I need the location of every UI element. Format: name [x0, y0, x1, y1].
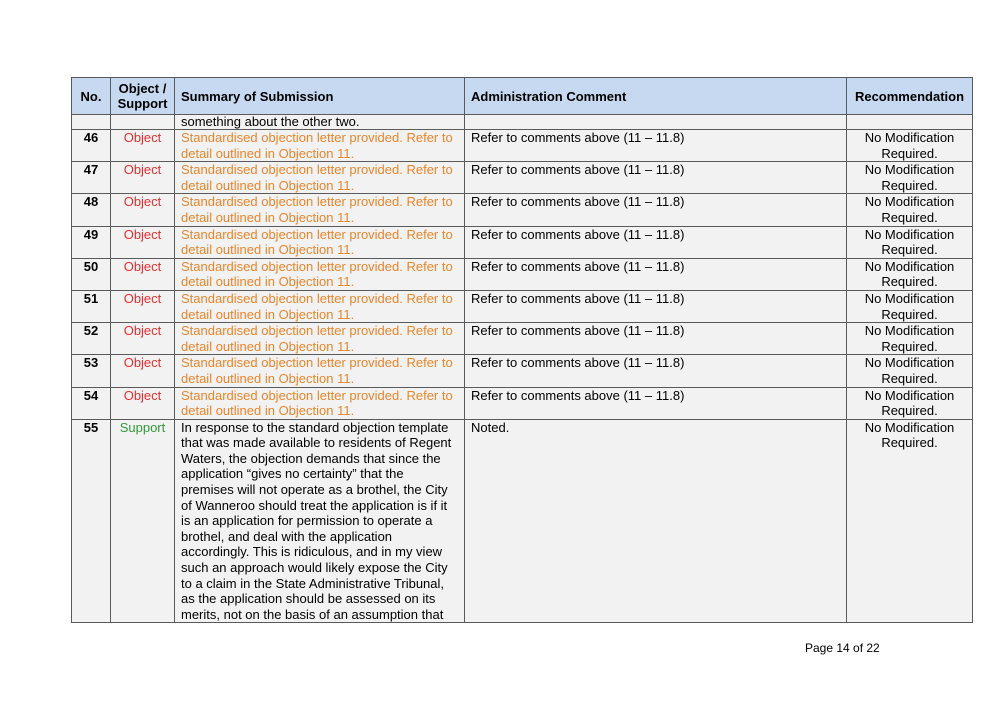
table-row [72, 258, 973, 290]
row-number: 52 [72, 323, 111, 355]
row-comment: Refer to comments above (11 – 11.8) [465, 387, 847, 419]
row-number: 48 [72, 194, 111, 226]
table-row [72, 194, 973, 226]
table-row [72, 419, 973, 623]
row-number: 46 [72, 130, 111, 162]
table-row [72, 323, 973, 355]
row-recommendation: No Modification Required. [847, 355, 973, 387]
header-admin-comment: Administration Comment [465, 78, 847, 115]
row-summary: Standardised objection letter provided. Refer to detail outlined in Objection 11. [175, 387, 465, 419]
submissions-table [71, 77, 973, 623]
row-number: 53 [72, 355, 111, 387]
row-summary: Standardised objection letter provided. Refer to detail outlined in Objection 11. [175, 130, 465, 162]
table-row [72, 130, 973, 162]
row-comment: Refer to comments above (11 – 11.8) [465, 130, 847, 162]
table-row [72, 226, 973, 258]
row-summary: In response to the standard objection template that was made available to residents of Regent Waters, the objection demands that since the application “gives no certainty” that the premises will not operate as a brothel, the City of Wanneroo should treat the application is if it is an application for permission to operate a brothel, and deal with the application accordingly. This is ridiculous, and in my view such an approach would likely expose the City to a claim in the State Administrative Tribunal, as the application should be assessed on its merits, not on the basis of an assumption that [175, 419, 465, 623]
row-number: 49 [72, 226, 111, 258]
table-row [72, 387, 973, 419]
table-row [72, 290, 973, 322]
row-comment: Refer to comments above (11 – 11.8) [465, 290, 847, 322]
row-recommendation: No Modification Required. [847, 290, 973, 322]
header-no: No. [72, 78, 111, 115]
row-recommendation: No Modification Required. [847, 258, 973, 290]
row-comment: Refer to comments above (11 – 11.8) [465, 258, 847, 290]
row-type: Object [111, 162, 175, 194]
header-object-support: Object / Support [111, 78, 175, 115]
row-number: 47 [72, 162, 111, 194]
row-summary: Standardised objection letter provided. Refer to detail outlined in Objection 11. [175, 162, 465, 194]
row-type: Object [111, 290, 175, 322]
row-recommendation: No Modification Required. [847, 387, 973, 419]
continuation-no [72, 115, 111, 130]
row-summary: Standardised objection letter provided. Refer to detail outlined in Objection 11. [175, 290, 465, 322]
row-recommendation: No Modification Required. [847, 419, 973, 623]
row-summary: Standardised objection letter provided. Refer to detail outlined in Objection 11. [175, 355, 465, 387]
row-comment: Refer to comments above (11 – 11.8) [465, 226, 847, 258]
row-type: Object [111, 226, 175, 258]
row-type: Object [111, 387, 175, 419]
page-number: Page 14 of 22 [805, 641, 880, 655]
table-row [72, 162, 973, 194]
header-recommendation: Recommendation [847, 78, 973, 115]
row-type: Object [111, 355, 175, 387]
continuation-recommendation [847, 115, 973, 130]
row-type: Object [111, 130, 175, 162]
row-number: 55 [72, 419, 111, 623]
row-comment: Refer to comments above (11 – 11.8) [465, 162, 847, 194]
row-recommendation: No Modification Required. [847, 194, 973, 226]
table-row [72, 355, 973, 387]
row-comment: Noted. [465, 419, 847, 623]
row-type: Support [111, 419, 175, 623]
row-comment: Refer to comments above (11 – 11.8) [465, 323, 847, 355]
row-summary: Standardised objection letter provided. Refer to detail outlined in Objection 11. [175, 194, 465, 226]
row-comment: Refer to comments above (11 – 11.8) [465, 355, 847, 387]
row-recommendation: No Modification Required. [847, 130, 973, 162]
row-type: Object [111, 258, 175, 290]
row-summary: Standardised objection letter provided. Refer to detail outlined in Objection 11. [175, 323, 465, 355]
table-header-row [72, 78, 973, 115]
header-summary: Summary of Submission [175, 78, 465, 115]
row-summary: Standardised objection letter provided. Refer to detail outlined in Objection 11. [175, 226, 465, 258]
row-number: 54 [72, 387, 111, 419]
row-recommendation: No Modification Required. [847, 226, 973, 258]
row-type: Object [111, 194, 175, 226]
row-recommendation: No Modification Required. [847, 323, 973, 355]
row-number: 50 [72, 258, 111, 290]
continuation-summary: something about the other two. [175, 115, 465, 130]
continuation-comment [465, 115, 847, 130]
row-type: Object [111, 323, 175, 355]
continuation-type [111, 115, 175, 130]
continuation-row [72, 115, 973, 130]
row-number: 51 [72, 290, 111, 322]
row-recommendation: No Modification Required. [847, 162, 973, 194]
row-summary: Standardised objection letter provided. Refer to detail outlined in Objection 11. [175, 258, 465, 290]
row-comment: Refer to comments above (11 – 11.8) [465, 194, 847, 226]
